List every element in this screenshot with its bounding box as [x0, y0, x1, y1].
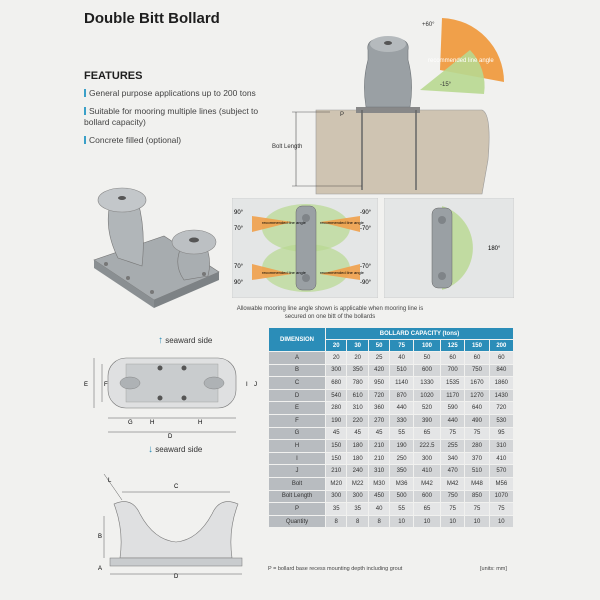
- table-cell: 700: [441, 364, 465, 377]
- row-label: I: [269, 452, 326, 465]
- table-cell: 600: [413, 490, 440, 503]
- table-row: [269, 389, 514, 402]
- row-label: B: [269, 364, 326, 377]
- table-cell: 250: [390, 452, 414, 465]
- units-note: [units: mm]: [480, 566, 507, 572]
- table-cell: 610: [347, 389, 368, 402]
- table-cell: 310: [489, 440, 513, 453]
- table-cell: 1860: [489, 377, 513, 390]
- table-cell: M48: [465, 477, 489, 490]
- table-cell: 20: [347, 352, 368, 365]
- table-cell: 60: [489, 352, 513, 365]
- row-label: A: [269, 352, 326, 365]
- angle-label-right: -90°: [360, 280, 372, 286]
- table-cell: 510: [465, 465, 489, 478]
- table-cell: 210: [326, 465, 347, 478]
- table-cell: 370: [465, 452, 489, 465]
- table-cell: 55: [390, 503, 414, 516]
- table-cell: 1330: [413, 377, 440, 390]
- table-cell: 750: [465, 364, 489, 377]
- row-label: P: [269, 503, 326, 516]
- table-row: [269, 427, 514, 440]
- table-row: [269, 490, 514, 503]
- table-cell: 870: [390, 389, 414, 402]
- dim-label-d: D: [174, 574, 179, 580]
- table-cell: 350: [347, 364, 368, 377]
- angle-label-right: -90°: [360, 210, 372, 216]
- bolt-length-label: Bolt Length: [272, 144, 303, 150]
- angle-label-left: 90°: [234, 210, 244, 216]
- table-cell: 1070: [489, 490, 513, 503]
- table-cell: 330: [390, 414, 414, 427]
- table-cell: M56: [489, 477, 513, 490]
- table-row: [269, 377, 514, 390]
- table-cell: 280: [326, 402, 347, 415]
- table-row: [269, 465, 514, 478]
- arrow-up-icon: ↑: [158, 335, 163, 346]
- table-cell: 222.5: [413, 440, 440, 453]
- table-cell: 840: [489, 364, 513, 377]
- table-cell: 950: [368, 377, 389, 390]
- capacity-cell: 200: [489, 340, 513, 352]
- table-cell: 55: [390, 427, 414, 440]
- table-cell: 310: [368, 465, 389, 478]
- capacity-table: [268, 327, 514, 528]
- table-cell: 10: [390, 515, 414, 528]
- table-note: P = bollard base recess mounting depth including grout: [268, 566, 403, 572]
- table-cell: 440: [441, 414, 465, 427]
- row-label: E: [269, 402, 326, 415]
- side-section-diagram: [270, 10, 510, 200]
- feature-item: General purpose applications up to 200 tons: [84, 88, 264, 99]
- table-cell: 210: [368, 452, 389, 465]
- table-cell: M30: [368, 477, 389, 490]
- table-cell: 60: [465, 352, 489, 365]
- page-title: Double Bitt Bollard: [84, 10, 220, 27]
- capacity-cell: 75: [390, 340, 414, 352]
- seaward-side-label-bottom: ↓ seaward side: [148, 444, 203, 455]
- table-cell: 75: [465, 503, 489, 516]
- table-cell: 75: [465, 427, 489, 440]
- table-cell: 8: [368, 515, 389, 528]
- capacity-cell: 100: [413, 340, 440, 352]
- table-cell: 190: [390, 440, 414, 453]
- capacity-cell: 50: [368, 340, 389, 352]
- table-cell: 10: [489, 515, 513, 528]
- table-cell: 360: [368, 402, 389, 415]
- table-cell: 45: [326, 427, 347, 440]
- top-view-angle-diagram: [232, 198, 378, 298]
- capacity-cell: 30: [347, 340, 368, 352]
- table-row: [269, 440, 514, 453]
- table-cell: 75: [489, 503, 513, 516]
- dim-label-a: A: [98, 566, 103, 572]
- table-row: [269, 515, 514, 528]
- table-cell: 410: [413, 465, 440, 478]
- table-cell: 1020: [413, 389, 440, 402]
- feature-item: Suitable for mooring multiple lines (subject to bollard capacity): [84, 106, 259, 127]
- table-cell: 150: [326, 440, 347, 453]
- table-cell: 530: [489, 414, 513, 427]
- angle-label-right: -70°: [360, 264, 372, 270]
- table-cell: 300: [326, 364, 347, 377]
- table-cell: 440: [390, 402, 414, 415]
- table-cell: 180: [347, 440, 368, 453]
- feature-item: Concrete filled (optional): [84, 135, 264, 146]
- table-cell: 65: [413, 427, 440, 440]
- table-cell: 45: [347, 427, 368, 440]
- zone-label: recommended line angle: [320, 220, 364, 225]
- angle-label-left: 70°: [234, 264, 244, 270]
- row-label: Quantity: [269, 515, 326, 528]
- table-cell: 570: [489, 465, 513, 478]
- capacity-cell: 125: [441, 340, 465, 352]
- table-row: [269, 364, 514, 377]
- table-cell: 720: [489, 402, 513, 415]
- table-cell: 1670: [465, 377, 489, 390]
- recommended-angle-label: recommended line angle: [428, 58, 494, 64]
- table-cell: M22: [347, 477, 368, 490]
- zone-label: recommended line angle: [262, 220, 306, 225]
- table-cell: M42: [441, 477, 465, 490]
- diagram-caption: Allowable mooring line angle shown is applicable when mooring line is secured on one bitt of the bollards: [236, 306, 424, 320]
- table-row: [269, 477, 514, 490]
- row-label: Bolt: [269, 477, 326, 490]
- table-cell: 180: [347, 452, 368, 465]
- table-cell: 240: [347, 465, 368, 478]
- dim-label-e: E: [84, 382, 89, 388]
- dim-label-g: G: [128, 420, 133, 426]
- angle-label-left: 90°: [234, 280, 244, 286]
- table-cell: M20: [326, 477, 347, 490]
- table-cell: 410: [489, 452, 513, 465]
- capacity-cell: 20: [326, 340, 347, 352]
- table-cell: 60: [441, 352, 465, 365]
- table-cell: M42: [413, 477, 440, 490]
- angle-top-label: +60°: [422, 22, 435, 28]
- dim-label-f: F: [104, 382, 108, 388]
- table-cell: 8: [347, 515, 368, 528]
- seaward-side-label-top: ↑ seaward side: [158, 335, 213, 346]
- table-cell: M36: [390, 477, 414, 490]
- table-cell: 10: [441, 515, 465, 528]
- table-cell: 300: [413, 452, 440, 465]
- table-row: [269, 452, 514, 465]
- dim-label-j: J: [254, 382, 257, 388]
- table-cell: 270: [368, 414, 389, 427]
- table-cell: 75: [441, 427, 465, 440]
- half-circle-label: 180°: [488, 246, 501, 252]
- angle-bottom-label: -15°: [440, 82, 452, 88]
- table-cell: 150: [326, 452, 347, 465]
- elevation-view-diagram: [96, 470, 256, 580]
- table-cell: 50: [413, 352, 440, 365]
- table-cell: 300: [326, 490, 347, 503]
- plan-view-diagram: [80, 350, 260, 440]
- dim-label-b: B: [98, 534, 103, 540]
- table-cell: 10: [413, 515, 440, 528]
- table-cell: 25: [368, 352, 389, 365]
- zone-label: recommended line angle: [320, 270, 364, 275]
- angle-label-right: -70°: [360, 226, 372, 232]
- table-cell: 420: [368, 364, 389, 377]
- table-cell: 640: [465, 402, 489, 415]
- table-cell: 1140: [390, 377, 414, 390]
- dim-label-h: H: [198, 420, 203, 426]
- table-cell: 310: [347, 402, 368, 415]
- capacity-header: BOLLARD CAPACITY (tons): [326, 328, 514, 340]
- table-cell: 190: [326, 414, 347, 427]
- table-cell: 255: [441, 440, 465, 453]
- table-cell: 720: [368, 389, 389, 402]
- table-cell: 590: [441, 402, 465, 415]
- arrow-down-icon: ↓: [148, 444, 153, 455]
- table-cell: 45: [368, 427, 389, 440]
- table-cell: 1430: [489, 389, 513, 402]
- table-cell: 450: [368, 490, 389, 503]
- row-label: Bolt Length: [269, 490, 326, 503]
- table-cell: 35: [347, 503, 368, 516]
- capacity-cell: 150: [465, 340, 489, 352]
- zone-label: recommended line angle: [262, 270, 306, 275]
- table-cell: 300: [347, 490, 368, 503]
- table-cell: 20: [326, 352, 347, 365]
- table-row: [269, 503, 514, 516]
- dim-label-l: L: [108, 478, 112, 484]
- dimension-header: DIMENSION: [269, 328, 326, 352]
- half-circle-diagram: [384, 198, 514, 298]
- row-label: D: [269, 389, 326, 402]
- row-label: J: [269, 465, 326, 478]
- table-row: [269, 414, 514, 427]
- table-cell: 95: [489, 427, 513, 440]
- dim-label-d: D: [168, 434, 173, 440]
- table-cell: 220: [347, 414, 368, 427]
- bollard-3d-image: [84, 180, 224, 310]
- table-cell: 350: [390, 465, 414, 478]
- table-cell: 540: [326, 389, 347, 402]
- table-cell: 490: [465, 414, 489, 427]
- table-cell: 390: [413, 414, 440, 427]
- table-cell: 750: [441, 490, 465, 503]
- table-cell: 1535: [441, 377, 465, 390]
- table-row: [269, 402, 514, 415]
- table-cell: 280: [465, 440, 489, 453]
- table-cell: 680: [326, 377, 347, 390]
- features-heading: FEATURES: [84, 70, 143, 82]
- table-cell: 520: [413, 402, 440, 415]
- table-cell: 10: [465, 515, 489, 528]
- table-cell: 65: [413, 503, 440, 516]
- p-label: P: [340, 112, 345, 118]
- row-label: F: [269, 414, 326, 427]
- table-cell: 35: [326, 503, 347, 516]
- table-cell: 8: [326, 515, 347, 528]
- table-cell: 1270: [465, 389, 489, 402]
- table-cell: 470: [441, 465, 465, 478]
- table-cell: 40: [390, 352, 414, 365]
- table-cell: 40: [368, 503, 389, 516]
- table-cell: 850: [465, 490, 489, 503]
- dim-label-c: C: [174, 484, 179, 490]
- table-cell: 210: [368, 440, 389, 453]
- table-cell: 780: [347, 377, 368, 390]
- table-row: [269, 352, 514, 365]
- row-label: C: [269, 377, 326, 390]
- dim-label-i: I: [246, 382, 248, 388]
- table-cell: 500: [390, 490, 414, 503]
- angle-label-left: 70°: [234, 226, 244, 232]
- table-cell: 75: [441, 503, 465, 516]
- table-cell: 1170: [441, 389, 465, 402]
- row-label: G: [269, 427, 326, 440]
- table-cell: 340: [441, 452, 465, 465]
- dim-label-h: H: [150, 420, 155, 426]
- table-cell: 600: [413, 364, 440, 377]
- row-label: H: [269, 440, 326, 453]
- table-cell: 510: [390, 364, 414, 377]
